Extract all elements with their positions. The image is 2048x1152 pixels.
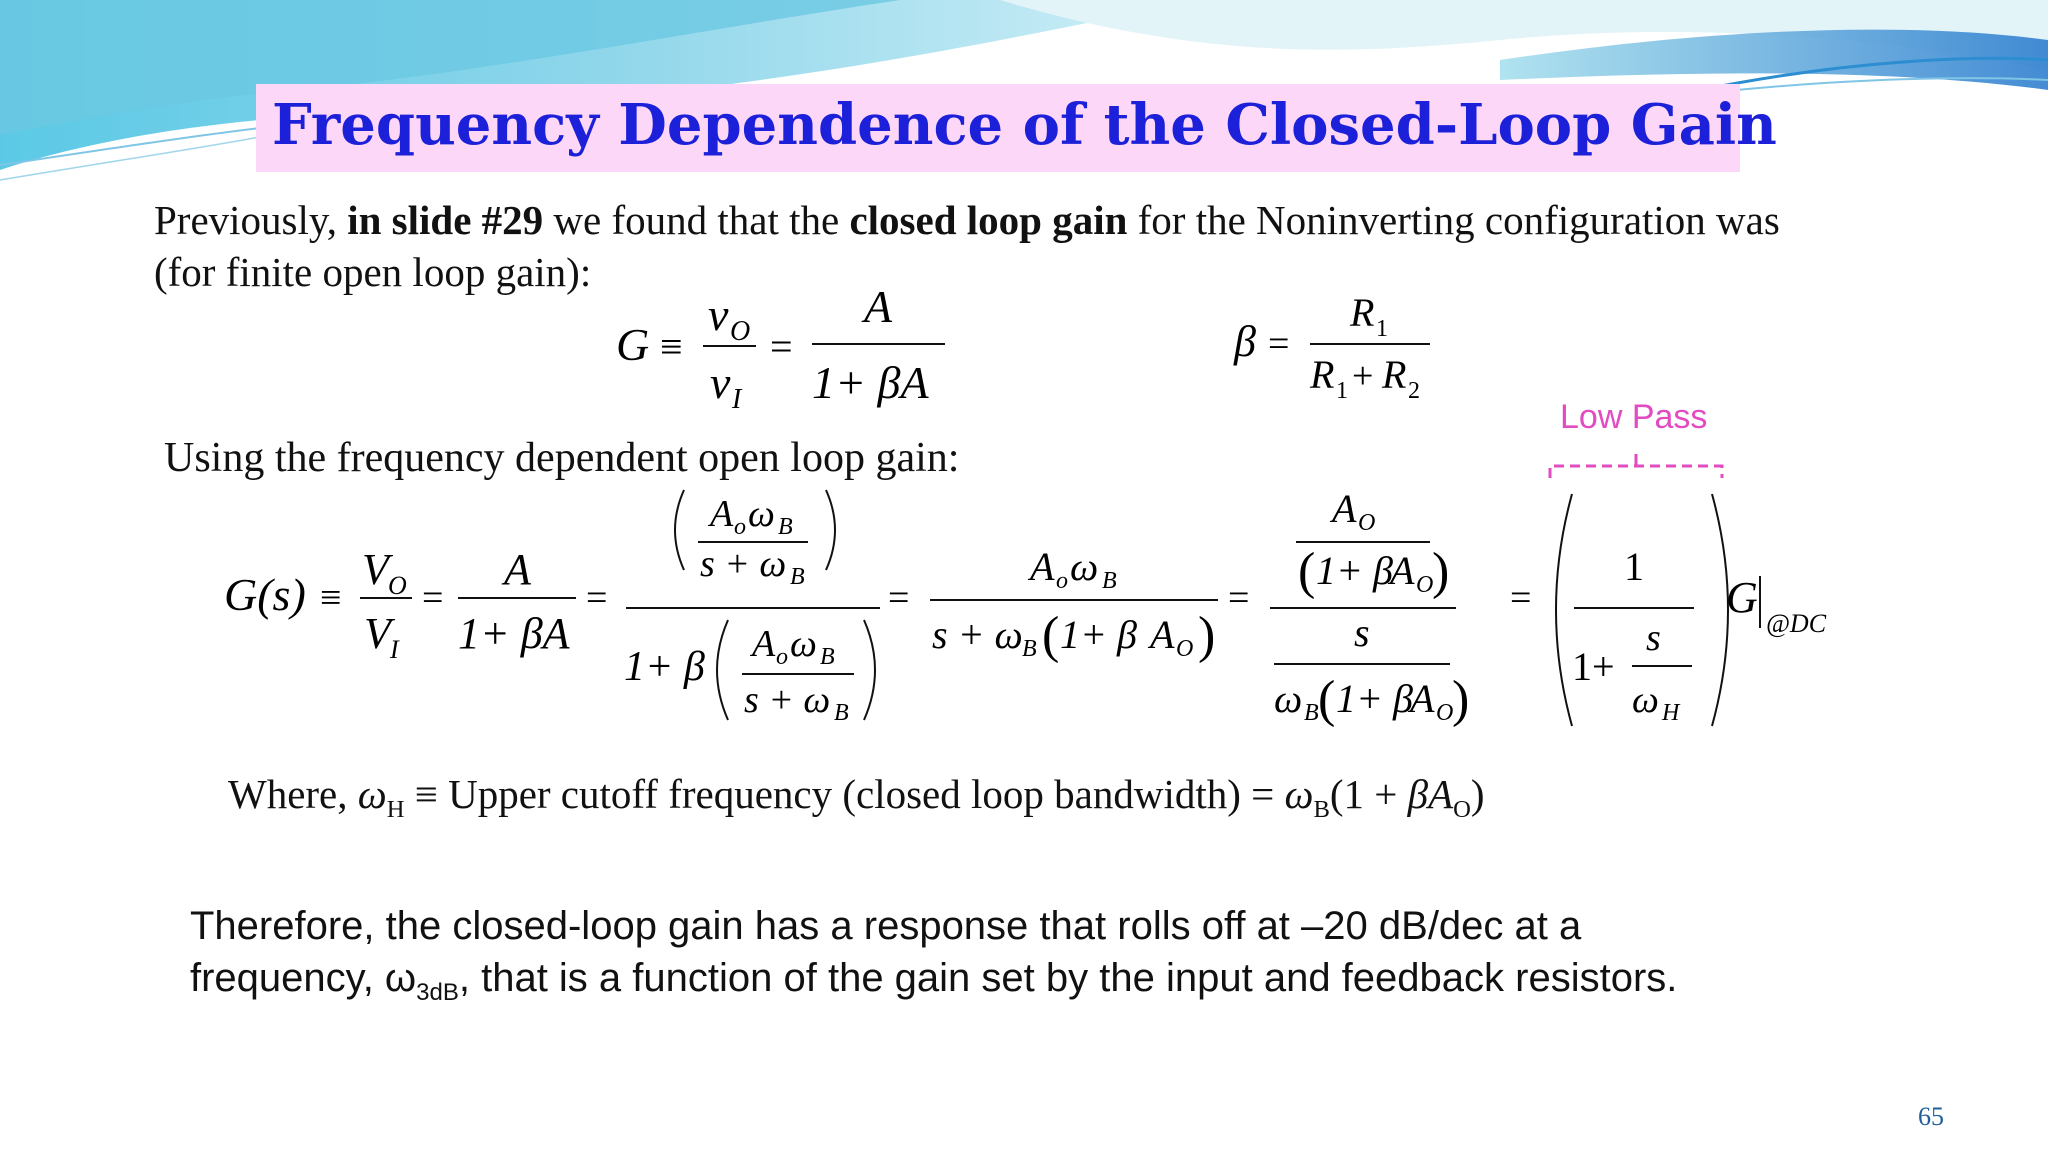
eq3-r-sub-O2: O xyxy=(1416,572,1434,598)
eq3-f-one: 1 xyxy=(1624,544,1644,589)
eq3-r-oneplusbeta2: 1+ β xyxy=(1336,676,1413,721)
eq3-n-B: B xyxy=(778,514,793,540)
eq2-num-R: R xyxy=(1350,290,1375,335)
eq3-n-splus: s + ω xyxy=(700,543,787,585)
eq3-m-AO: A xyxy=(1150,612,1175,657)
where-middle: ≡ Upper cutoff frequency (closed loop bandwidth) = xyxy=(404,771,1285,817)
intro-text-1: Previously, xyxy=(154,197,348,243)
intro-text-2: we found that the xyxy=(543,197,850,243)
where-a: A xyxy=(1428,771,1454,817)
eq1-vO-sub: O xyxy=(730,316,751,347)
eq2-den-R2: R xyxy=(1382,352,1407,397)
where-paren-close: ) xyxy=(1470,771,1485,817)
eq3-d-Ao: A xyxy=(752,623,776,665)
eq3-equiv: ≡ xyxy=(320,577,342,619)
eq2-plus: + xyxy=(1352,355,1374,397)
svg-text:): ) xyxy=(1452,671,1470,728)
eq3-m-sub-O: O xyxy=(1176,636,1194,662)
eq3-d-sub-B: B xyxy=(834,700,849,726)
where-beta: β xyxy=(1407,771,1429,817)
intro-bold-slide-ref: in slide #29 xyxy=(347,197,544,243)
where-paren-open: (1 + xyxy=(1329,771,1408,817)
eq3-VO-sub: O xyxy=(388,571,407,600)
eq3-f-w: ω xyxy=(1632,679,1659,721)
eq3-m-o: o xyxy=(1056,568,1068,594)
intro-paragraph xyxy=(154,194,1780,298)
frequency-gain-equation xyxy=(200,480,1860,750)
eq2-num-sub: 1 xyxy=(1376,316,1388,342)
eq3-r-sub-O3: O xyxy=(1436,700,1454,726)
conclusion-line-1: Therefore, the closed-loop gain has a response that rolls off at –20 dB/dec at a xyxy=(190,904,1582,948)
svg-text:(: ( xyxy=(1318,671,1336,728)
where-omega-h: ω xyxy=(357,771,387,817)
conclusion-paragraph xyxy=(190,900,1677,1019)
where-sub-b: B xyxy=(1313,796,1330,824)
beta-equation xyxy=(1230,290,1460,410)
eq3-m-Ao: A xyxy=(1030,544,1055,589)
where-prefix: Where, xyxy=(228,771,358,817)
svg-text:): ) xyxy=(1198,607,1216,664)
eq3-f-oneplus: 1+ xyxy=(1572,644,1615,689)
eq3-m-B: B xyxy=(1102,568,1117,594)
eq3-A: A xyxy=(504,545,531,594)
eq3-equals-3: = xyxy=(888,577,910,619)
eq3-r-AO2: A xyxy=(1390,548,1415,593)
using-text: Using the frequency dependent open loop gain: xyxy=(164,435,960,481)
eq3-f-sub-H: H xyxy=(1662,700,1680,726)
eq3-d-w: ω xyxy=(790,623,817,665)
eq2-den-sub1: 1 xyxy=(1336,378,1348,404)
eq3-n-sub-B: B xyxy=(790,564,805,590)
conclusion-line-2a: frequency, ω xyxy=(190,956,417,1000)
eq3-d-splus: s + ω xyxy=(744,679,831,721)
page-number: 65 xyxy=(1918,1102,1944,1131)
eq3-r-AO3: A xyxy=(1410,676,1435,721)
intro-bold-closed-loop: closed loop gain xyxy=(849,197,1128,243)
eq2-equals: = xyxy=(1268,323,1290,365)
eq3-r-AO: A xyxy=(1332,486,1357,531)
eq3-r-s: s xyxy=(1354,610,1370,655)
eq2-den-sub2: 2 xyxy=(1408,378,1420,404)
svg-text:(: ( xyxy=(1298,543,1316,600)
eq3-VO: V xyxy=(362,545,389,594)
conclusion-line-2b: , that is a function of the gain set by the input and feedback resistors. xyxy=(458,956,1678,1000)
eq3-VI: V xyxy=(364,609,391,658)
eq3-equals-5: = xyxy=(1510,577,1532,619)
eq3-n-Ao: A xyxy=(710,493,734,535)
eq3-equals-1: = xyxy=(422,577,444,619)
eq3-d-oneplusbeta: 1+ β xyxy=(624,644,705,690)
eq3-m-sub-B: B xyxy=(1022,636,1037,662)
eq1-equals: = xyxy=(770,324,793,369)
eq1-vI: v xyxy=(710,357,731,408)
eq3-f-s: s xyxy=(1646,617,1661,659)
eq1-equiv: ≡ xyxy=(660,324,683,369)
eq3-den-1: 1+ βA xyxy=(458,609,570,658)
where-definition xyxy=(228,770,1485,824)
low-pass-label: Low Pass xyxy=(1560,398,1708,436)
eq2-beta: β xyxy=(1234,317,1256,366)
eq3-r-sub-B: B xyxy=(1304,700,1319,726)
eq3-m-oneplusbeta: 1+ β xyxy=(1060,612,1137,657)
closed-loop-gain-equation xyxy=(600,280,960,420)
eq3-r-w: ω xyxy=(1274,676,1303,721)
eq1-vI-sub: I xyxy=(732,384,742,415)
eq1-G: G xyxy=(616,319,650,370)
svg-text:): ) xyxy=(1432,543,1450,600)
eq3-lhs: G(s) xyxy=(224,569,306,620)
eq3-m-w: ω xyxy=(1070,544,1099,589)
eq3-n-w: ω xyxy=(748,493,775,535)
eq3-d-o: o xyxy=(776,644,788,670)
where-sub-h: H xyxy=(386,796,405,824)
eq3-VI-sub: I xyxy=(390,635,399,664)
svg-text:(: ( xyxy=(1042,607,1060,664)
slide-title: Frequency Dependence of the Closed-Loop Gain xyxy=(272,92,1777,158)
eq1-numerator: A xyxy=(864,281,893,332)
eq3-m-splus: s + ω xyxy=(932,612,1023,657)
eq3-equals-4: = xyxy=(1228,577,1250,619)
eq3-equals-2: = xyxy=(586,577,608,619)
eq1-vO: v xyxy=(708,289,729,340)
eq3-f-G: G xyxy=(1726,573,1758,622)
eq3-r-sub-O: O xyxy=(1358,510,1376,536)
intro-line-2: (for finite open loop gain): xyxy=(154,249,592,295)
eq2-den-R1: R xyxy=(1310,352,1335,397)
where-omega-b: ω xyxy=(1284,771,1314,817)
eq3-f-atdc: @DC xyxy=(1766,609,1827,638)
conclusion-sub-3db: 3dB xyxy=(416,979,459,1006)
where-sub-o: O xyxy=(1453,796,1471,824)
eq3-n-o: o xyxy=(734,514,746,540)
intro-text-3: for the Noninverting configuration was xyxy=(1127,197,1780,243)
eq1-denominator: 1+ βA xyxy=(812,357,929,408)
eq3-d-B: B xyxy=(820,644,835,670)
eq3-r-oneplusbeta: 1+ β xyxy=(1316,548,1393,593)
